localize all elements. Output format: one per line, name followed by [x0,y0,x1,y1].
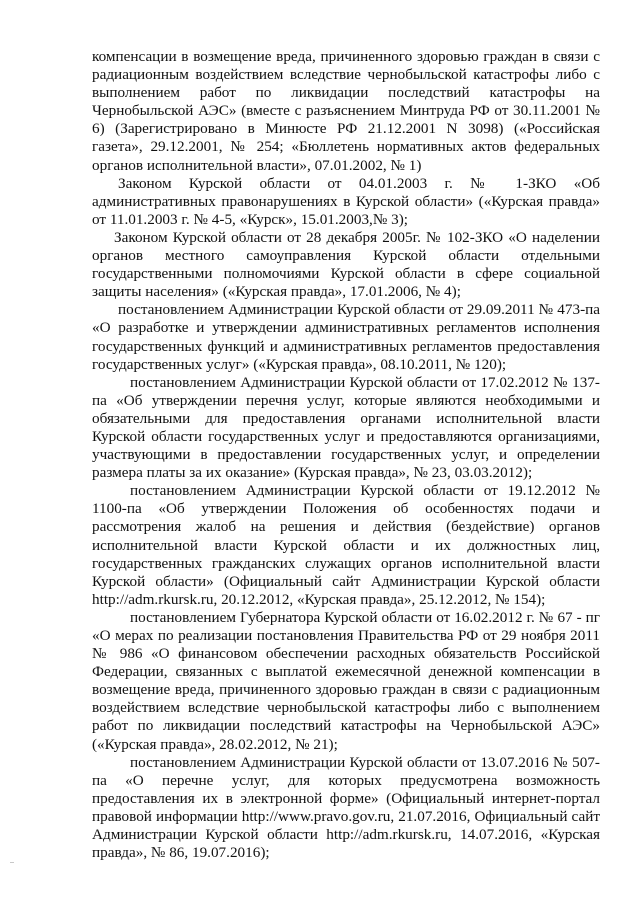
paragraph-resolution-473: постановлением Администрации Курской области от 29.09.2011 № 473-па «О разработке и утверждении административных регламентов исполнения государственных функций и административных регламентов предоставления государственных услуг» («Курская правда», 08.10.2011, № 120); [92,301,600,373]
scan-mark [10,862,14,863]
paragraph-governor-67: постановлением Губернатора Курской области от 16.02.2012 г. № 67 - пг «О мерах по реализации постановления Правительства РФ от 29 ноября 2011 № 986 «О финансовом обеспечении расходных обязательств Российской Федерации, связанных с выплатой ежемесячной денежной компенсации в возмещение вреда, причиненного здоровью граждан в связи с радиационным воздействием вследствие чернобыльской катастрофы либо с выполнением работ по ликвидации последствий катастрофы на Чернобыльской АЭС» («Курская правда», 28.02.2012, № 21); [92,608,600,753]
paragraph-resolution-1100: постановлением Администрации Курской области от 19.12.2012 № 1100-па «Об утверждении Положения об особенностях подачи и рассмотрения жалоб на решения и действия (бездействие) органов исполнительной власти Курской области и их должностных лиц, государственных гражданских служащих органов исполнительной власти Курской области» (Официальный сайт Администрации Курской области http://adm.rkursk.ru, 20.12.2012, «Курская правда», 25.12.2012, № 154); [92,482,600,608]
paragraph-continuation: компенсации в возмещение вреда, причиненного здоровью граждан в связи с радиационным воздействием вследствие чернобыльской катастрофы либо с выполнением работ по ликвидации последствий катастрофы на Чернобыльской АЭС» (вместе с разъяснением Минтруда РФ от 30.11.2001 № 6) (Зарегистрировано в Минюсте РФ 21.12.2001 N 3098) («Российская газета», 29.12.2001, № 254; «Бюллетень нормативных актов федеральных органов исполнительной власти», 07.01.2002, № 1) [92,48,600,174]
paragraph-law-2003: Законом Курской области от 04.01.2003 г. № 1-ЗКО «Об административных правонарушениях в Курской области» («Курская правда» от 11.01.2003 г. № 4-5, «Курск», 15.01.2003,№ 3); [92,174,600,228]
paragraph-resolution-507: постановлением Администрации Курской области от 13.07.2016 № 507-па «О перечне услуг, для которых предусмотрена возможность предоставления их в электронной форме» (Официальный интернет-портал правовой информации http://www.pravo.gov.ru, 21.07.2016, Официальный сайт Администрации Курской области http://adm.rkursk.ru, 14.07.2016, «Курская правда», № 86, 19.07.2016); [92,753,600,862]
paragraph-resolution-137: постановлением Администрации Курской области от 17.02.2012 № 137-па «Об утверждении перечня услуг, которые являются необходимыми и обязательными для предоставления органами исполнительной власти Курской области государственных услуг и предоставляются организациями, участвующими в предоставлении государственных услуг, и определении размера платы за их оказание» (Курская правда», № 23, 03.03.2012); [92,373,600,482]
paragraph-law-2005: Законом Курской области от 28 декабря 2005г. № 102-ЗКО «О наделении органов местного самоуправления Курской области отдельными государственными полномочиями Курской области в сфере социальной защиты населения» («Курская правда», 17.01.2006, № 4); [92,228,600,301]
document-page [92,48,600,862]
